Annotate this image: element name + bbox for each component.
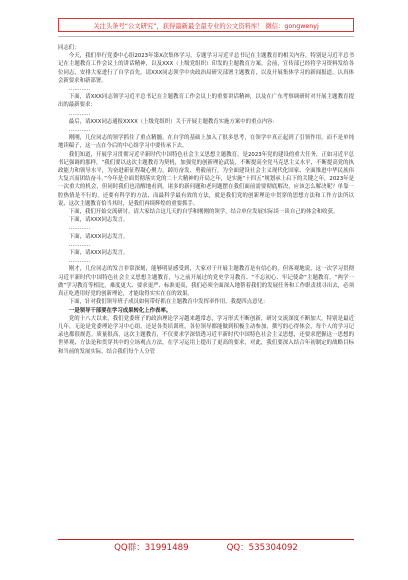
header-rule: [58, 36, 354, 37]
paragraph: …………: [68, 225, 91, 232]
footer-rule: [58, 539, 354, 540]
paragraph: …………: [68, 110, 91, 117]
header-banner: [58, 18, 354, 32]
document-body: [58, 44, 354, 540]
paragraph: 下面，请XXX同志领学习近平总书记在主题教育工作会议上的重要讲话精神，以及在广东考察调研时对开展主题教育提出的最新要求：: [58, 94, 354, 109]
paragraph: …………: [68, 241, 91, 248]
paragraph: 今天，我们举行党委中心组2023年第X次集体学习，专题学习习近平总书记在主题教育的相关内容。特别是习近平总书记在主题教育工作会议上的讲话精神，以及XXX（上级党组织）印发的主题教育方案。会前，宣传部已经将学习资料发给各位同志，安排大家进行了自学首先，请XXX同志领学中央政治局研究部署主题教育，以及开展集体学习的新闻报道，认真体会新要求和新部署。: [58, 53, 354, 84]
paragraph: 下面，我们开始交流研讨，请大家结合这几天的自学和刚刚的领学，结合单位发展实际谈一谈自己的体会和收获。: [68, 209, 339, 216]
paragraph: …………: [68, 127, 91, 134]
paragraph: 一是领导干部要在学习成果转化上作表率。: [68, 307, 172, 314]
paragraph: 最后，请XXX同志通报XXXX（上级党组织）关于开展主题教育实施方案中的重点内容：: [68, 118, 278, 125]
paragraph: 党的十八大以来，我们党委班子的政治理论学习越来越常态，学习形式不断创新，研讨交流深度不断加大，特别是最近几年，无论是党委理论学习中心组，还是各类培训班，各位领导都能做到积极主动参加，撰写的心得体会，每个人的学习记录也都很规范。质量很高，这次主题教育，不仅要求学深悟透习近平新时代中国特色社会主义思想，还要求把握这一思想的世界观、方法论和贯穿其中的立场观点方法，在学习运用上提出了更高的要求，对此，我们要深入结合年初制定的战略目标和当前的发展实际，结合我们每个人分管: [58, 315, 354, 355]
paragraph: 同志们：: [58, 45, 80, 51]
paragraph: 下面，针对我们领导班子成员如何带好抓在主题教育中发挥率作用，我提四点意见：: [68, 299, 269, 306]
paragraph: 下面，请XXX同志发言。: [68, 217, 129, 224]
banner-text: 关注头条号“公文研究”，获得最新最全最专业的公文资料库！ 微信：gongwenyj: [93, 22, 319, 30]
paragraph: 下面，请XXX同志发言。: [68, 250, 129, 257]
paragraph: 刚刚，几位同志的领学抓住了重点精髓，在自学的基础上加入了很多思考，在领学中真正起到了引领作用，而不是单纯地读稿子，这一点在今后的中心组学习中要传承下去。: [58, 135, 354, 150]
footer: [58, 541, 354, 555]
paragraph: 我们知道，开展学习贯彻习近平新时代中国特色社会主义思想主题教育，是2023年党的建设的重大任务，正如习近平总书记强调的那样，“我们要以这次主题教育为契机，加强党的创新理论武装，不断提高全党马克思主义水平，不断提高党的执政能力和领导水平，为奋进新征程凝心聚力，踔厉奋发、勇毅前行，为全面建设社会主义现代化国家、全面推进中华民族伟大复兴而团结奋斗。”今年是全面贯彻落实党的二十大精神的开局之年，是实施“十四五”规划承上启下的关键之年，2023年是一次重大的机会，但同时我们也清醒地看到，诸多的新问题和老问题摆在我们面前需要彻底解决，应该怎么解决呢？单靠一腔热情是不行的，还要有科学的方法、而最科学最有效的方法，就是我们党的创新理论中贯穿的思想方法和工作方法所以说，这次主题教育恰当其时，是我们再续辉煌的重要抓手。: [58, 151, 354, 207]
footer-qq: QQ：535304092: [226, 543, 298, 553]
paragraph: 下面，请XXX同志发言。: [68, 233, 129, 240]
paragraph: …………: [68, 86, 91, 93]
paragraph: …………: [68, 258, 91, 265]
paragraph: 刚才，几位同志的发言非常深刻，能够明显感受到，大家对于开展主题教育是有信心的，但客观地说，这一次学习贯彻习近平新时代中国特色社会主义思想主题教育，与之前开展过的党史学习教育、“不忘初心、牢记使命”主题教育，“两学一做”学习教育等相比，难度更大、要求更严、标准更高，我们必须全面深入地帮着我们的发展任务和工作职责找寻出去，必须真正吃透用好党的创新理论，才能取得实实在在的效果。: [58, 266, 354, 298]
footer-qq-group: QQ群：31991489: [114, 543, 189, 553]
